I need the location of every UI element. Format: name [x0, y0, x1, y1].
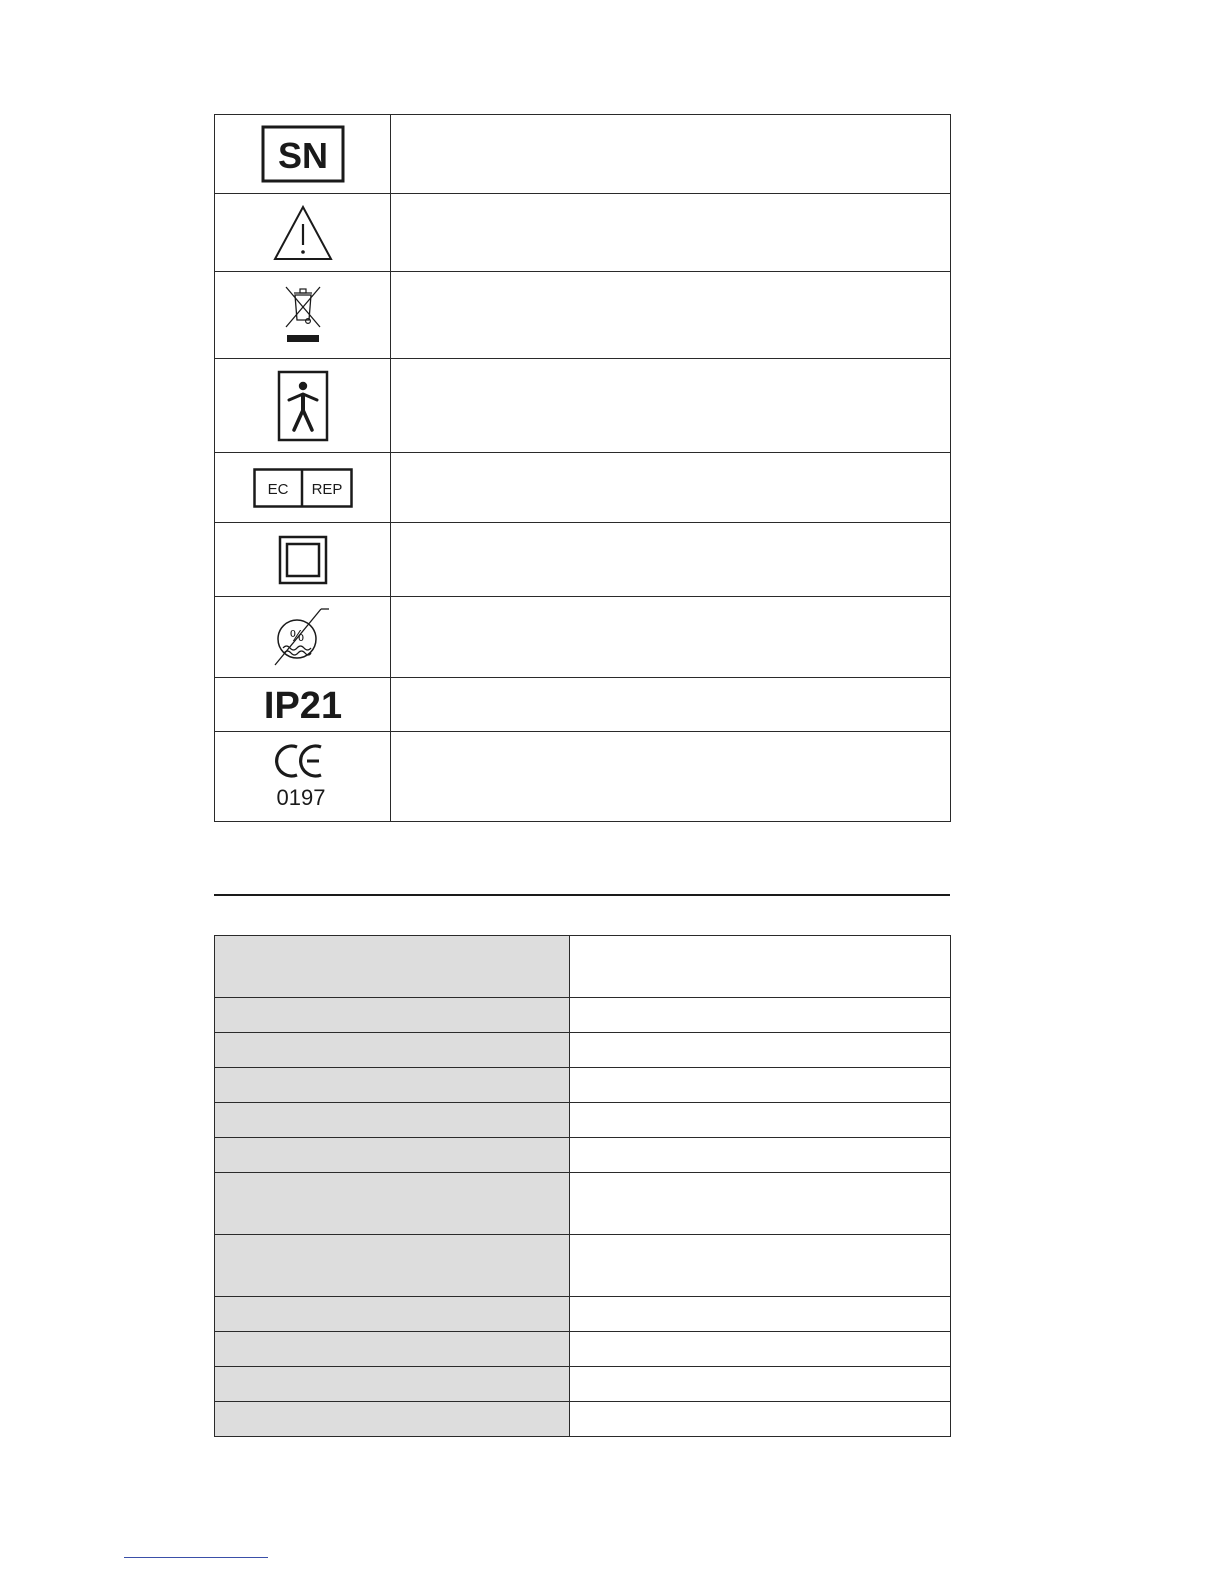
symbol-row-weee — [215, 272, 951, 359]
symbol-description — [391, 359, 951, 453]
spec-value-cell — [570, 1367, 951, 1402]
spec-label-cell — [215, 1033, 570, 1068]
spec-row — [215, 1297, 951, 1332]
symbol-cell — [215, 359, 391, 453]
symbol-cell — [215, 194, 391, 272]
spec-label-cell — [215, 1068, 570, 1103]
symbol-cell — [215, 453, 391, 523]
spec-label-cell — [215, 1332, 570, 1367]
symbols-table — [214, 114, 951, 822]
spec-label-cell — [215, 1103, 570, 1138]
spec-row — [215, 1367, 951, 1402]
sn-label: SN — [277, 135, 328, 176]
spec-label-cell — [215, 1138, 570, 1173]
spec-value-cell — [570, 936, 951, 998]
warning-triangle-icon — [272, 204, 334, 262]
symbol-row-ip-rating — [215, 678, 951, 732]
ec-label: EC — [267, 480, 288, 498]
ip-rating-icon — [255, 685, 351, 725]
humidity-limit-icon — [274, 606, 332, 668]
spec-row — [215, 936, 951, 998]
type-bf-applied-part-icon — [277, 370, 329, 442]
symbol-description — [391, 194, 951, 272]
symbol-cell — [215, 115, 391, 194]
symbol-row-warning — [215, 194, 951, 272]
symbol-row-ec-rep — [215, 453, 951, 523]
symbol-description — [391, 678, 951, 732]
symbol-cell — [215, 523, 391, 597]
spec-value-cell — [570, 1173, 951, 1235]
symbol-description — [391, 597, 951, 678]
spec-label-cell — [215, 1402, 570, 1437]
class-ii-double-square-icon — [278, 535, 328, 585]
symbol-row-type-bf — [215, 359, 951, 453]
spec-row — [215, 1103, 951, 1138]
spec-value-cell — [570, 1068, 951, 1103]
spec-value-cell — [570, 1138, 951, 1173]
symbol-description — [391, 732, 951, 822]
spec-value-cell — [570, 1297, 951, 1332]
spec-value-cell — [570, 1402, 951, 1437]
spec-row — [215, 1332, 951, 1367]
weee-crossed-bin-icon — [282, 283, 324, 347]
spec-label-cell — [215, 1173, 570, 1235]
ip21-label: IP21 — [263, 684, 342, 725]
specifications-table — [214, 935, 951, 1437]
spec-row — [215, 998, 951, 1033]
symbol-row-class-ii — [215, 523, 951, 597]
section-divider — [214, 894, 950, 896]
spec-value-cell — [570, 1033, 951, 1068]
symbol-row-serial-number — [215, 115, 951, 194]
spec-value-cell — [570, 998, 951, 1033]
symbol-description — [391, 115, 951, 194]
symbol-row-ce-mark — [215, 732, 951, 822]
notified-body-number: 0197 — [276, 784, 325, 810]
ec-rep-icon — [253, 468, 353, 508]
ce-mark-icon — [273, 742, 333, 812]
symbol-row-humidity — [215, 597, 951, 678]
spec-row — [215, 1033, 951, 1068]
spec-row — [215, 1235, 951, 1297]
spec-value-cell — [570, 1332, 951, 1367]
humidity-percent-label: % — [289, 628, 304, 645]
symbol-cell — [215, 597, 391, 678]
spec-label-cell — [215, 1367, 570, 1402]
footer-link-underline[interactable] — [124, 1557, 268, 1558]
rep-label: REP — [311, 480, 342, 498]
spec-label-cell — [215, 1297, 570, 1332]
spec-label-cell — [215, 936, 570, 998]
spec-value-cell — [570, 1235, 951, 1297]
symbol-description — [391, 453, 951, 523]
symbol-description — [391, 523, 951, 597]
spec-row — [215, 1402, 951, 1437]
spec-label-cell — [215, 1235, 570, 1297]
spec-row — [215, 1068, 951, 1103]
serial-number-sn-icon — [261, 125, 345, 183]
spec-row — [215, 1138, 951, 1173]
spec-row — [215, 1173, 951, 1235]
spec-value-cell — [570, 1103, 951, 1138]
spec-label-cell — [215, 998, 570, 1033]
symbol-cell — [215, 732, 391, 822]
symbol-description — [391, 272, 951, 359]
symbol-cell — [215, 678, 391, 732]
symbol-cell — [215, 272, 391, 359]
